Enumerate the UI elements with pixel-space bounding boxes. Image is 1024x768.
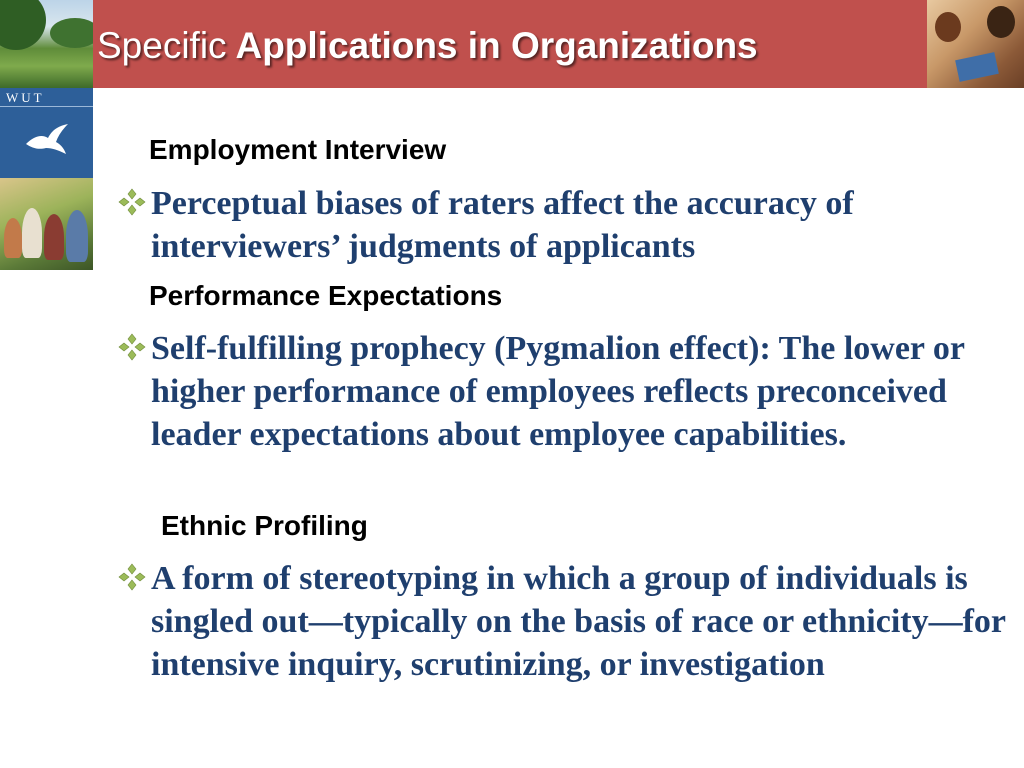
slide-title-part2: Applications in Organizations <box>235 25 758 66</box>
tree-shape <box>0 0 46 50</box>
bullet-text: A form of stereotyping in which a group of individuals is singled out—typically on the basis of race or ethnicity—for intensive inquiry, scrutinizing, or investigation <box>151 560 1006 683</box>
person-shape <box>935 12 961 42</box>
person-shape <box>4 218 22 258</box>
golf-course-photo <box>0 0 93 88</box>
section-heading: Employment Interview <box>149 134 447 165</box>
book-shape <box>955 52 999 82</box>
logo-text: WUT <box>6 90 45 105</box>
tree-shape <box>50 18 93 48</box>
logo-divider <box>0 106 93 107</box>
four-diamond-bullet-icon <box>118 188 146 216</box>
logo-panel <box>0 88 93 178</box>
section-heading: Performance Expectations <box>149 280 503 311</box>
slide-title-part1: Specific <box>97 25 227 66</box>
person-shape <box>987 6 1015 38</box>
person-shape <box>66 210 88 262</box>
bullet-text: Self-fulfilling prophecy (Pygmalion effect): The lower or higher performance of employees reflects preconceived leader expectations about employee capabilities. <box>151 330 965 453</box>
bullet-text: Perceptual biases of raters affect the accuracy of interviewers’ judgments of applicants <box>151 185 854 265</box>
person-shape <box>44 214 64 260</box>
bird-logo-icon <box>24 122 70 156</box>
four-diamond-bullet-icon <box>118 333 146 361</box>
person-shape <box>22 208 42 258</box>
four-diamond-bullet-icon <box>118 563 146 591</box>
students-photo <box>0 178 93 270</box>
section-heading: Ethnic Profiling <box>161 510 368 541</box>
readers-photo <box>927 0 1024 88</box>
slide-title <box>97 25 758 75</box>
